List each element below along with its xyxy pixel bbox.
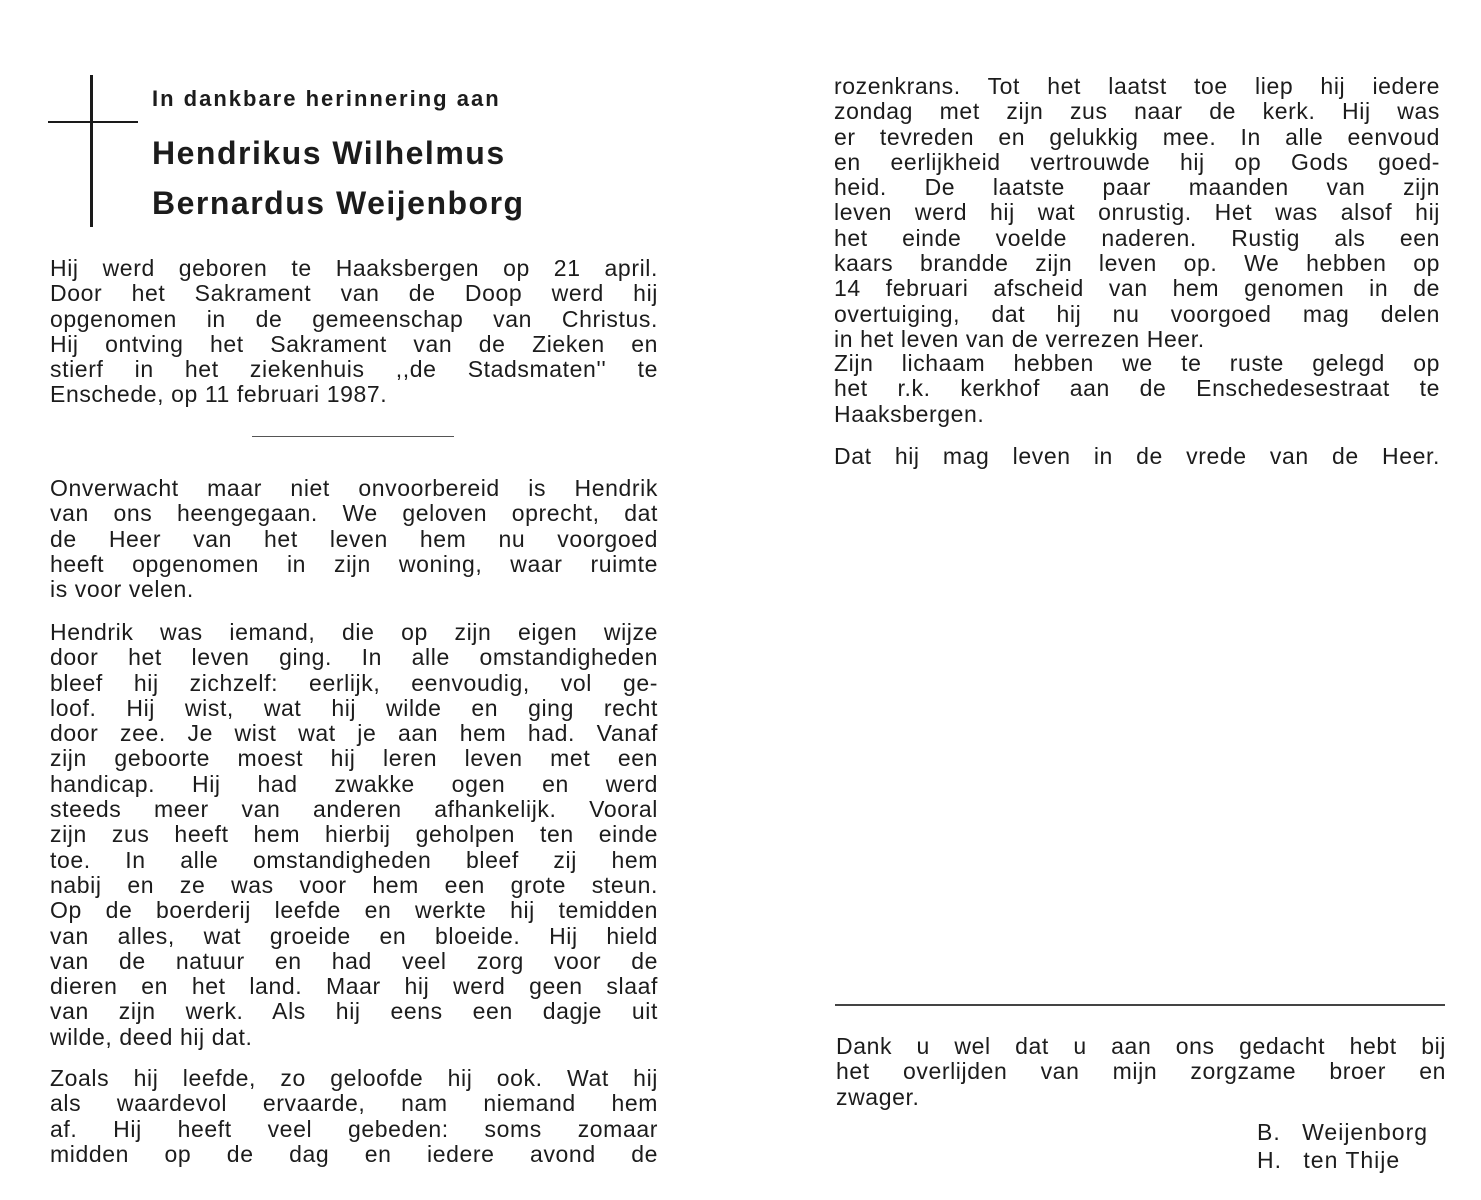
text-line: steeds meer van anderen afhankelijk. Vooral xyxy=(50,797,658,823)
signature-line xyxy=(1257,1146,1428,1174)
text-line: het r.k. kerkhof aan de Enschedesestraat te xyxy=(834,376,1440,402)
text-line: midden op de dag en iedere avond de xyxy=(50,1141,658,1167)
zoals-paragraph xyxy=(50,1066,658,1167)
text-line: is voor velen. xyxy=(50,577,194,603)
text-line: heeft opgenomen in zijn woning, waar ruimte xyxy=(50,551,658,577)
signatures xyxy=(1257,1118,1428,1174)
blessing-paragraph xyxy=(834,444,1440,469)
signature-name: Weijenborg xyxy=(1302,1119,1429,1145)
text-line: Zijn lichaam hebben we te ruste gelegd op xyxy=(834,351,1440,376)
text-line: van zijn werk. Als hij eens een dagje uit xyxy=(50,999,658,1025)
text-line: door het leven ging. In alle omstandigheden xyxy=(50,645,658,671)
text-line: Onverwacht maar niet onvoorbereid is Hendrik xyxy=(50,476,658,501)
blessing-line: Dat hij mag leven in de vrede van de Heer. xyxy=(834,444,1440,469)
signature-name: ten Thije xyxy=(1303,1147,1401,1173)
text-line: loof. Hij wist, wat hij wilde en ging recht xyxy=(50,695,658,721)
text-line: Haaksbergen. xyxy=(834,401,985,427)
text-line: de Heer van het leven hem nu voorgoed xyxy=(50,526,658,552)
text-line: handicap. Hij had zwakke ogen en werd xyxy=(50,771,658,797)
text-line: zondag met zijn zus naar de kerk. Hij was xyxy=(834,99,1440,125)
text-line: zwager. xyxy=(836,1084,920,1110)
text-line: er tevreden en gelukkig mee. In alle eenvoud xyxy=(834,124,1440,150)
section-divider xyxy=(252,436,454,437)
text-line: Hendrik was iemand, die op zijn eigen wijze xyxy=(50,620,658,645)
text-line: zijn zus heeft hem hierbij geholpen ten einde xyxy=(50,822,658,848)
text-line: bleef hij zichzelf: eerlijk, eenvoudig, vol ge- xyxy=(50,670,658,696)
text-line: rozenkrans. Tot het laatst toe liep hij iedere xyxy=(834,74,1440,99)
rozenkrans-paragraph xyxy=(834,74,1440,352)
text-line: van ons heengegaan. We geloven oprecht, dat xyxy=(50,501,658,527)
text-line: het einde voelde naderen. Rustig als een xyxy=(834,225,1440,251)
text-line: af. Hij heeft veel gebeden: soms zomaar xyxy=(50,1116,658,1142)
text-line: opgenomen in de gemeenschap van Christus. xyxy=(50,306,658,332)
text-line: Zoals hij leefde, zo geloofde hij ook. Wat hij xyxy=(50,1066,658,1091)
signature-initial: H. xyxy=(1257,1147,1282,1173)
text-line: toe. In alle omstandigheden bleef zij hem xyxy=(50,847,658,873)
text-line: Hij werd geboren te Haaksbergen op 21 april. xyxy=(50,256,658,281)
text-line: heid. De laatste paar maanden van zijn xyxy=(834,175,1440,201)
text-line: 14 februari afscheid van hem genomen in de xyxy=(834,276,1440,302)
birth-paragraph xyxy=(50,256,658,408)
cross-icon-vertical xyxy=(90,75,93,227)
text-line: leven werd hij wat onrustig. Het was alsof hij xyxy=(834,200,1440,226)
burial-paragraph xyxy=(834,351,1440,427)
hendrik-paragraph xyxy=(50,620,658,1050)
deceased-name-line2: Bernardus Weijenborg xyxy=(152,185,525,221)
memorial-intro: In dankbare herinnering aan xyxy=(152,86,501,111)
cross-icon-horizontal xyxy=(48,121,138,123)
text-line: als waardevol ervaarde, nam niemand hem xyxy=(50,1091,658,1117)
text-line: het overlijden van mijn zorgzame broer en xyxy=(836,1059,1446,1085)
text-line: kaars brandde zijn leven op. We hebben op xyxy=(834,251,1440,277)
text-line: door zee. Je wist wat je aan hem had. Vanaf xyxy=(50,721,658,747)
onverwacht-paragraph xyxy=(50,476,658,602)
text-line: Dank u wel dat u aan ons gedacht hebt bij xyxy=(836,1034,1446,1059)
text-line: van de natuur en had veel zorg voor de xyxy=(50,948,658,974)
signature-line xyxy=(1257,1118,1428,1146)
text-line: stierf in het ziekenhuis ,,de Stadsmaten'' te xyxy=(50,357,658,383)
text-line: Op de boerderij leefde en werkte hij temidden xyxy=(50,898,658,924)
text-line: wilde, deed hij dat. xyxy=(50,1024,253,1050)
thanks-paragraph xyxy=(836,1034,1446,1110)
text-line: Enschede, op 11 februari 1987. xyxy=(50,382,388,408)
text-line: zijn geboorte moest hij leren leven met een xyxy=(50,746,658,772)
text-line: Door het Sakrament van de Doop werd hij xyxy=(50,281,658,307)
text-line: dieren en het land. Maar hij werd geen slaaf xyxy=(50,974,658,1000)
text-line: van alles, wat groeide en bloeide. Hij hield xyxy=(50,923,658,949)
deceased-name-line1: Hendrikus Wilhelmus xyxy=(152,135,506,171)
section-divider xyxy=(835,1004,1445,1006)
signature-initial: B. xyxy=(1257,1119,1281,1145)
text-line: in het leven van de verrezen Heer. xyxy=(834,326,1205,352)
text-line: overtuiging, dat hij nu voorgoed mag delen xyxy=(834,301,1440,327)
text-line: en eerlijkheid vertrouwde hij op Gods goed- xyxy=(834,149,1440,175)
text-line: nabij en ze was voor hem een grote steun. xyxy=(50,872,658,898)
text-line: Hij ontving het Sakrament van de Zieken en xyxy=(50,331,658,357)
